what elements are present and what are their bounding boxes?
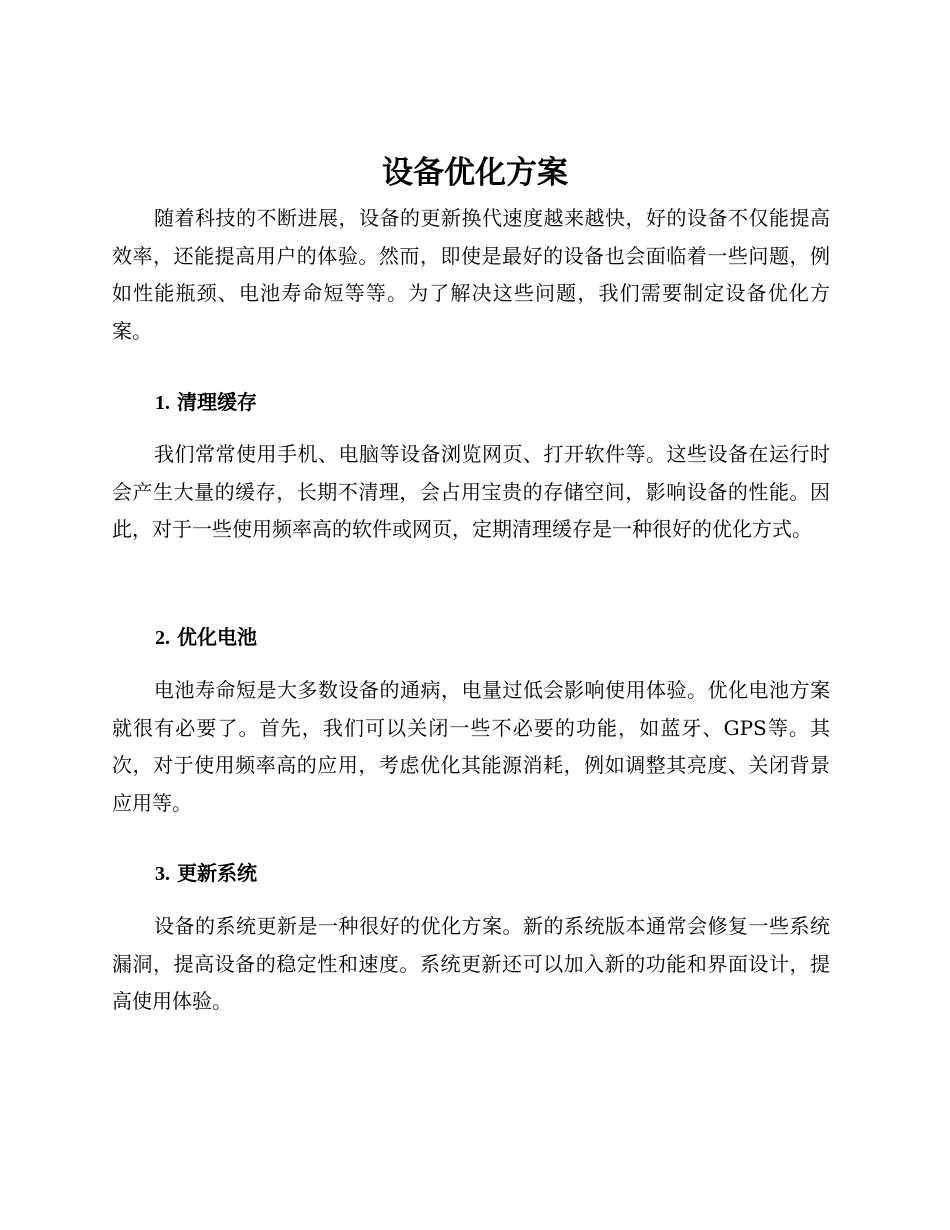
section-heading-optimize-battery <box>155 622 257 653</box>
section-heading-update-system <box>155 858 257 889</box>
section-paragraph-update-system: 设备的系统更新是一种很好的优化方案。新的系统版本通常会修复一些系统漏洞，提高设备的稳定性和速度。系统更新还可以加入新的功能和界面设计，提高使用体验。 <box>112 914 830 1013</box>
section-heading-text: 优化电池 <box>176 625 257 649</box>
section-paragraph-optimize-battery: 电池寿命短是大多数设备的通病，电量过低会影响使用体验。优化电池方案就很有必要了。首先，我们可以关闭一些不必要的功能，如蓝牙、GPS等。其次，对于使用频率高的应用，考虑优化其能源消耗，例如调整其亮度、关闭背景应用等。 <box>112 678 830 815</box>
section-heading-clear-cache <box>155 387 257 418</box>
section-heading-text: 清理缓存 <box>176 390 257 414</box>
section-number: 1. <box>155 392 170 414</box>
document-title: 设备优化方案 <box>382 155 568 191</box>
section-heading-text: 更新系统 <box>176 861 257 885</box>
section-paragraph-clear-cache: 我们常常使用手机、电脑等设备浏览网页、打开软件等。这些设备在运行时会产生大量的缓存，长期不清理，会占用宝贵的存储空间，影响设备的性能。因此，对于一些使用频率高的软件或网页，定期清理缓存是一种很好的优化方式。 <box>112 442 830 541</box>
section-number: 2. <box>155 627 170 649</box>
section-number: 3. <box>155 863 170 885</box>
intro-paragraph: 随着科技的不断进展，设备的更新换代速度越来越快，好的设备不仅能提高效率，还能提高用户的体验。然而，即使是最好的设备也会面临着一些问题，例如性能瓶颈、电池寿命短等等。为了解决这些问题，我们需要制定设备优化方案。 <box>112 206 830 343</box>
